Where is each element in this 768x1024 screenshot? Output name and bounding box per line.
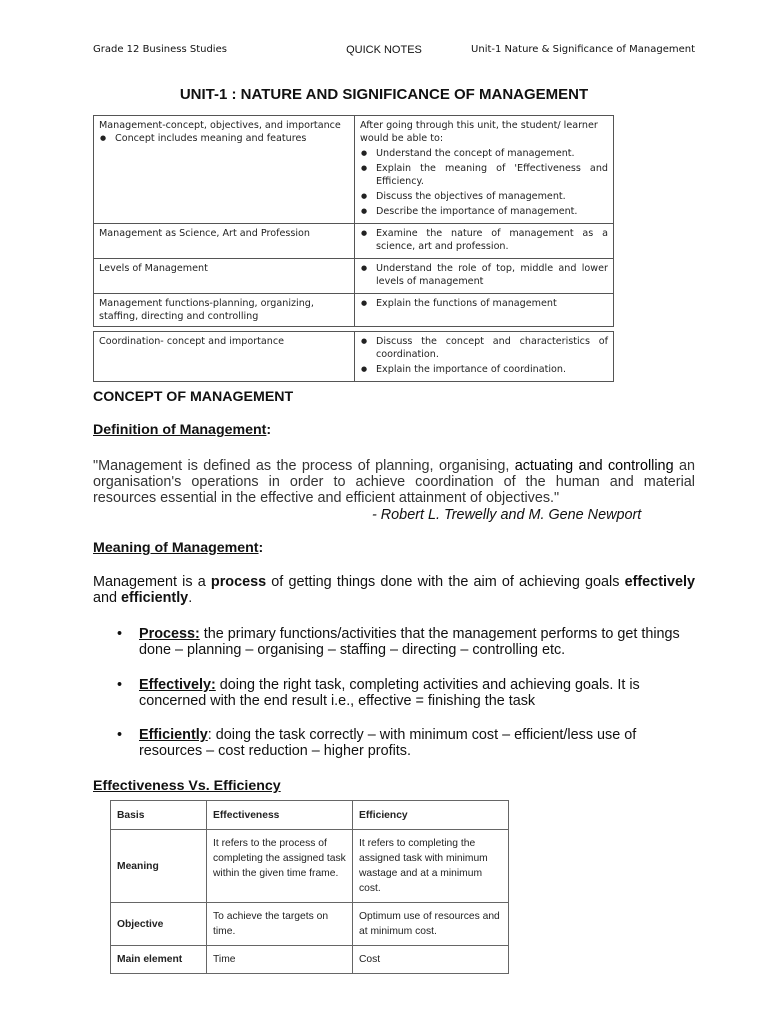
header-center: QUICK NOTES xyxy=(346,44,422,56)
bullet-term: Effectively: xyxy=(139,677,216,693)
column-header: Effectiveness xyxy=(207,801,353,830)
bullet-icon: • xyxy=(117,626,123,642)
table-cell: Cost xyxy=(353,946,509,974)
table-cell xyxy=(355,116,614,224)
definition-heading xyxy=(93,422,271,438)
list-item: ● Concept includes meaning and features xyxy=(99,132,349,145)
list-item: ● Discuss the concept and characteristics of coordination. xyxy=(360,335,608,361)
definition-heading-text: Definition of Management xyxy=(93,422,267,438)
table-row xyxy=(111,946,509,974)
column-header: Basis xyxy=(111,801,207,830)
quote-part: an organisation's operations in order to achieve coordination of the human and material resources essential in the effective and efficient attainment of objectives." xyxy=(93,458,695,506)
list-item: ● Explain the functions of management xyxy=(360,297,608,310)
keyword-efficiently: efficiently xyxy=(121,590,189,606)
table-cell xyxy=(355,259,614,294)
topic-label: Management as Science, Art and Profession xyxy=(94,224,355,259)
list-item: ● Explain the importance of coordination. xyxy=(360,363,608,376)
text-run: Management is a xyxy=(93,574,211,590)
objective-intro: After going through this unit, the student/ learner would be able to: xyxy=(360,120,598,144)
table-cell: It refers to the process of completing the assigned task within the given time frame. xyxy=(207,830,353,903)
table-cell xyxy=(355,224,614,259)
list-item: ● Explain the meaning of 'Effectiveness and Efficiency. xyxy=(360,162,608,188)
list-item: ● Examine the nature of management as a science, art and profession. xyxy=(360,227,608,253)
table-row xyxy=(111,830,509,903)
topic-label: Coordination- concept and importance xyxy=(94,332,355,382)
topic-label: Levels of Management xyxy=(94,259,355,294)
table-cell: Optimum use of resources and at minimum cost. xyxy=(353,903,509,946)
meaning-colon: : xyxy=(258,540,264,556)
bullet-icon: • xyxy=(117,727,123,743)
definition-quote xyxy=(93,458,695,506)
keyword-effectively: effectively xyxy=(624,574,695,590)
meaning-heading xyxy=(93,540,263,556)
quote-author: - Robert L. Trewelly and M. Gene Newport xyxy=(372,507,642,523)
quote-part: actuating and controlling xyxy=(514,458,674,474)
basis-cell: Meaning xyxy=(111,830,207,903)
bullet-text: the primary functions/activities that the management performs to get things done – planning – organising – staffing – directing – controlling etc. xyxy=(139,626,680,658)
objectives-table xyxy=(93,115,614,382)
basis-cell: Main element xyxy=(111,946,207,974)
bullet-text: doing the right task, completing activities and achieving goals. It is concerned with the end result i.e., effective = finishing the task xyxy=(139,677,640,709)
table-cell: To achieve the targets on time. xyxy=(207,903,353,946)
table-cell: It refers to completing the assigned task with minimum wastage and at a minimum cost. xyxy=(353,830,509,903)
bullet-term: Process: xyxy=(139,626,200,642)
list-item: ● Understand the concept of management. xyxy=(360,147,608,160)
list-item xyxy=(93,727,695,759)
table-row xyxy=(94,332,614,382)
keyword-process: process xyxy=(210,574,267,590)
text-run: and xyxy=(93,590,122,606)
list-item: ● Discuss the objectives of management. xyxy=(360,190,608,203)
page-title: UNIT-1 : NATURE AND SIGNIFICANCE OF MANAGEMENT xyxy=(179,86,589,103)
topic-label: Management-concept, objectives, and importance xyxy=(99,120,341,131)
meaning-heading-text: Meaning of Management xyxy=(93,540,259,556)
basis-cell: Objective xyxy=(111,903,207,946)
list-item xyxy=(93,677,695,709)
list-item: ● Describe the importance of management. xyxy=(360,205,608,218)
header-left: Grade 12 Business Studies xyxy=(93,44,227,55)
table-cell xyxy=(94,116,355,224)
table-row xyxy=(111,903,509,946)
meaning-paragraph xyxy=(93,574,695,606)
comparison-table xyxy=(110,800,509,974)
table-cell xyxy=(355,332,614,382)
quote-part: "Management is defined as the process of planning, organising, xyxy=(93,458,515,474)
comparison-heading: Effectiveness Vs. Efficiency xyxy=(93,778,281,794)
bullet-term: Efficiently xyxy=(139,727,208,743)
definition-colon: : xyxy=(266,422,272,438)
list-item xyxy=(93,626,695,658)
bullet-text: : doing the task correctly – with minimum cost – efficient/less use of resources – cost reduction – higher profits. xyxy=(139,727,637,759)
concept-heading: CONCEPT OF MANAGEMENT xyxy=(93,389,294,405)
table-cell: Time xyxy=(207,946,353,974)
table-row xyxy=(94,116,614,224)
table-row xyxy=(94,224,614,259)
table-cell xyxy=(355,294,614,327)
text-run: of getting things done with the aim of achieving goals xyxy=(266,574,625,590)
column-header: Efficiency xyxy=(353,801,509,830)
table-header-row xyxy=(111,801,509,830)
topic-label: Management functions-planning, organizing, staffing, directing and controlling xyxy=(94,294,355,327)
table-row xyxy=(94,294,614,327)
text-run: . xyxy=(188,590,193,606)
header-right: Unit-1 Nature & Significance of Management xyxy=(471,44,695,55)
table-row xyxy=(94,259,614,294)
list-item: ● Understand the role of top, middle and lower levels of management xyxy=(360,262,608,288)
bullet-icon: • xyxy=(117,677,123,693)
